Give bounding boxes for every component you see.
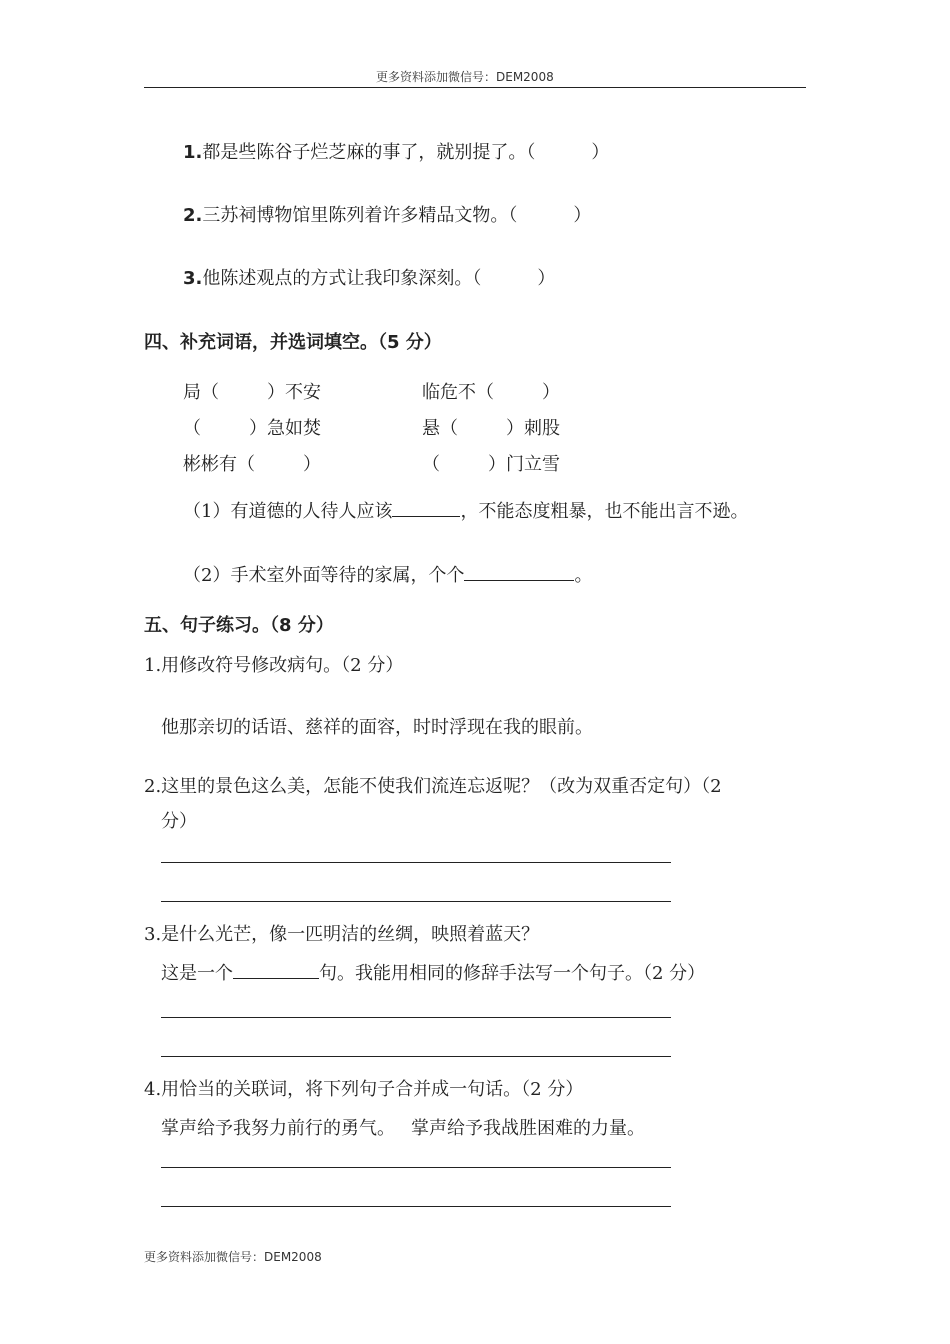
- page-footer: 更多资料添加微信号：DEM2008: [144, 1250, 322, 1264]
- section4-title: 四、补充词语，并选词填空。（5 分）: [144, 332, 442, 353]
- item-text: 三苏祠博物馆里陈列着许多精品文物。（: [202, 205, 518, 226]
- q3-item-2: [183, 201, 591, 227]
- item-number: 1.: [183, 142, 203, 163]
- answer-line[interactable]: [161, 901, 671, 902]
- item-number: 2.: [183, 205, 203, 226]
- word-pre: 彬彬有（: [183, 454, 255, 475]
- s5-q2-title: 2.这里的景色这么美，怎能不使我们流连忘返呢？（改为双重否定句）（2: [144, 776, 722, 797]
- word-post: ）刺股: [506, 418, 560, 439]
- word-pre: （: [422, 454, 440, 475]
- fill-pre: （1）有道德的人待人应该: [183, 501, 393, 522]
- word-blank-4: [422, 414, 560, 440]
- s5-q1-sentence: 他那亲切的话语、慈祥的面容，时时浮现在我的眼前。: [161, 717, 593, 738]
- item-number: 3.: [183, 268, 203, 289]
- answer-line[interactable]: [161, 1167, 671, 1168]
- item-text: 他陈述观点的方式让我印象深刻。（: [202, 268, 482, 289]
- word-pre: （: [183, 418, 201, 439]
- word-post: ）急如焚: [249, 418, 321, 439]
- prompt-pre: 这是一个: [161, 963, 233, 984]
- page-header: 更多资料添加微信号：DEM2008: [376, 70, 554, 84]
- sentence-a: 掌声给予我努力前行的勇气。: [161, 1118, 395, 1139]
- fill-blank[interactable]: [392, 498, 460, 517]
- word-post: ）不安: [267, 382, 321, 403]
- q3-item-1: [183, 138, 609, 164]
- word-post: ）: [303, 454, 321, 475]
- word-post: ）: [542, 382, 560, 403]
- fill-blank[interactable]: [233, 960, 319, 979]
- header-rule: [144, 87, 806, 88]
- word-pre: 临危不（: [422, 382, 494, 403]
- s5-q3-title: 3.是什么光芒，像一匹明洁的丝绸，映照着蓝天？: [144, 924, 540, 945]
- word-blank-5: [183, 450, 321, 476]
- sentence-b: 掌声给予我战胜困难的力量。: [411, 1118, 645, 1139]
- fill-sentence-1: [183, 497, 748, 523]
- q3-item-3: [183, 264, 555, 290]
- word-pre: 局（: [183, 382, 219, 403]
- s5-q4-sentences: [161, 1114, 645, 1140]
- fill-blank[interactable]: [464, 562, 574, 581]
- s5-q1-title: 1.用修改符号修改病句。（2 分）: [144, 655, 404, 676]
- fill-post: ，不能态度粗暴，也不能出言不逊。: [460, 501, 749, 522]
- s5-q2-cont: 分）: [161, 811, 197, 832]
- item-text: 都是些陈谷子烂芝麻的事了，就别提了。（: [202, 142, 536, 163]
- fill-sentence-2: [183, 561, 592, 587]
- item-close: ）: [537, 268, 556, 289]
- word-blank-3: [183, 414, 321, 440]
- word-post: ）门立雪: [488, 454, 560, 475]
- answer-line[interactable]: [161, 1056, 671, 1057]
- item-close: ）: [591, 142, 610, 163]
- s5-q3-prompt: [161, 959, 705, 985]
- section5-title: 五、句子练习。（8 分）: [144, 615, 334, 636]
- word-pre: 悬（: [422, 418, 458, 439]
- fill-post: 。: [574, 565, 593, 586]
- item-close: ）: [573, 205, 592, 226]
- answer-line[interactable]: [161, 1017, 671, 1018]
- prompt-post: 句。我能用相同的修辞手法写一个句子。（2 分）: [319, 963, 706, 984]
- word-blank-2: [422, 378, 560, 404]
- word-blank-6: [422, 450, 560, 476]
- word-blank-1: [183, 378, 321, 404]
- answer-line[interactable]: [161, 862, 671, 863]
- fill-pre: （2）手术室外面等待的家属，个个: [183, 565, 465, 586]
- s5-q4-title: 4.用恰当的关联词，将下列句子合并成一句话。（2 分）: [144, 1079, 584, 1100]
- answer-line[interactable]: [161, 1206, 671, 1207]
